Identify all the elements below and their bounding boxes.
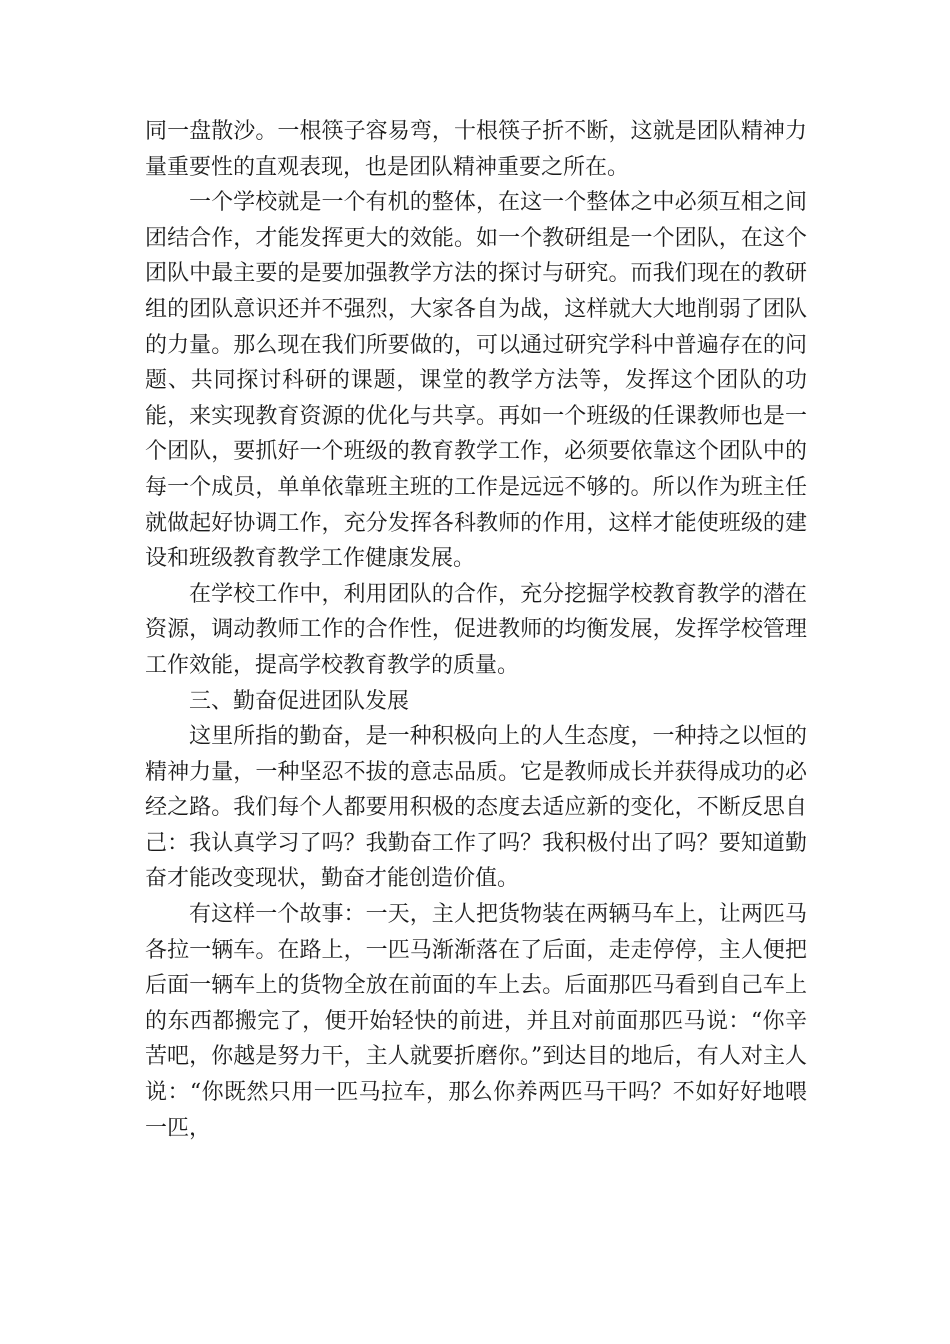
paragraph-story: 有这样一个故事：一天，主人把货物装在两辆马车上，让两匹马各拉一辆车。在路上，一匹马渐渐落在了后面，走走停停，主人便把后面一辆车上的货物全放在前面的车上去。后面那匹马看到自己车上的东西都搬完了，便开始轻快的前进，并且对前面那匹马说：“你辛苦吧，你越是努力干，主人就要折磨你。”到达目的地后，有人对主人说：“你既然只用一匹马拉车，那么你养两匹马干吗？不如好好地喂一匹， bbox=[145, 902, 807, 1141]
section-heading: 三、勤奋促进团队发展 bbox=[189, 688, 410, 714]
paragraph-diligence: 这里所指的勤奋，是一种积极向上的人生态度，一种持之以恒的精神力量，一种坚忍不拔的意志品质。它是教师成长并获得成功的必经之路。我们每个人都要用积极的态度去适应新的变化，不断反思自己：我认真学习了吗？我勤奋工作了吗？我积极付出了吗？要知道勤奋才能改变现状，勤奋才能创造价值。 bbox=[145, 724, 807, 892]
paragraph-school-teamwork: 一个学校就是一个有机的整体，在这一个整体之中必须互相之间团结合作，才能发挥更大的效能。如一个教研组是一个团队，在这个团队中最主要的是要加强教学方法的探讨与研究。而我们现在的教研组的团队意识还并不强烈，大家各自为战，这样就大大地削弱了团队的力量。那么现在我们所要做的，可以通过研究学科中普遍存在的问题、共同探讨科研的课题，课堂的教学方法等，发挥这个团队的功能，来实现教育资源的优化与共享。再如一个班级的任课教师也是一个团队，要抓好一个班级的教育教学工作，必须要依靠这个团队中的每一个成员，单单依靠班主班的工作是远远不够的。所以作为班主任就做起好协调工作，充分发挥各科教师的作用，这样才能使班级的建设和班级教育教学工作健康发展。 bbox=[145, 190, 807, 572]
paragraph-continuation: 同一盘散沙。一根筷子容易弯，十根筷子折不断，这就是团队精神力量重要性的直观表现，也是团队精神重要之所在。 bbox=[145, 119, 807, 180]
document-page bbox=[145, 114, 807, 1146]
paragraph-school-work: 在学校工作中，利用团队的合作，充分挖掘学校教育教学的潜在资源，调动教师工作的合作性，促进教师的均衡发展，发挥学校管理工作效能，提高学校教育教学的质量。 bbox=[145, 581, 807, 678]
